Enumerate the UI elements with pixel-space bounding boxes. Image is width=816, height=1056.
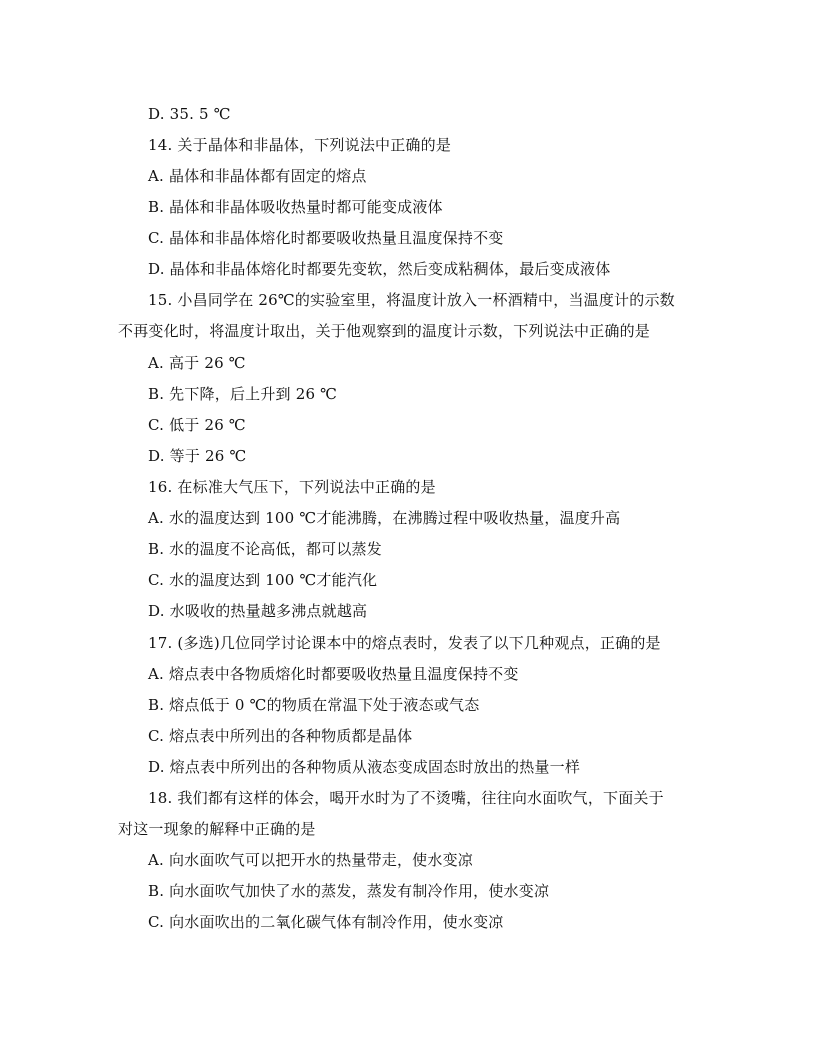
q16-stem: 16. 在标准大气压下，下列说法中正确的是	[148, 478, 436, 496]
q16-option-c: C. 水的温度达到 100 ℃才能汽化	[148, 571, 378, 589]
q15-option-b: B. 先下降，后上升到 26 ℃	[148, 385, 338, 403]
q15-option-d: D. 等于 26 ℃	[148, 447, 247, 465]
q17-option-a: A. 熔点表中各物质熔化时都要吸收热量且温度保持不变	[148, 665, 519, 683]
q16-option-d: D. 水吸收的热量越多沸点就越高	[148, 602, 368, 620]
q16-option-a: A. 水的温度达到 100 ℃才能沸腾，在沸腾过程中吸收热量，温度升高	[148, 509, 621, 527]
q13-option-d: D. 35. 5 ℃	[148, 105, 231, 123]
q15-option-a: A. 高于 26 ℃	[148, 354, 246, 372]
q17-option-d: D. 熔点表中所列出的各种物质从液态变成固态时放出的热量一样	[148, 758, 581, 776]
q16-option-b: B. 水的温度不论高低，都可以蒸发	[148, 540, 382, 558]
q18-option-b: B. 向水面吹气加快了水的蒸发，蒸发有制冷作用，使水变凉	[148, 882, 550, 900]
q18-stem-continued: 对这一现象的解释中正确的是	[118, 820, 316, 838]
q17-option-b: B. 熔点低于 0 ℃的物质在常温下处于液态或气态	[148, 696, 480, 714]
q18-option-c: C. 向水面吹出的二氧化碳气体有制冷作用，使水变凉	[148, 913, 504, 931]
q17-option-c: C. 熔点表中所列出的各种物质都是晶体	[148, 727, 413, 745]
q18-stem: 18. 我们都有这样的体会，喝开水时为了不烫嘴，往往向水面吹气，下面关于	[148, 789, 664, 807]
q14-stem: 14. 关于晶体和非晶体，下列说法中正确的是	[148, 136, 452, 154]
q15-stem-continued: 不再变化时，将温度计取出，关于他观察到的温度计示数，下列说法中正确的是	[118, 322, 651, 340]
q14-option-d: D. 晶体和非晶体熔化时都要先变软，然后变成粘稠体，最后变成液体	[148, 260, 611, 278]
q15-stem: 15. 小昌同学在 26℃的实验室里，将温度计放入一杯酒精中，当温度计的示数	[148, 291, 675, 309]
q18-option-a: A. 向水面吹气可以把开水的热量带走，使水变凉	[148, 851, 473, 869]
q14-option-b: B. 晶体和非晶体吸收热量时都可能变成液体	[148, 198, 443, 216]
q17-stem: 17. (多选)几位同学讨论课本中的熔点表时，发表了以下几种观点，正确的是	[148, 634, 661, 652]
q14-option-a: A. 晶体和非晶体都有固定的熔点	[148, 167, 367, 185]
q14-option-c: C. 晶体和非晶体熔化时都要吸收热量且温度保持不变	[148, 229, 504, 247]
q15-option-c: C. 低于 26 ℃	[148, 416, 246, 434]
